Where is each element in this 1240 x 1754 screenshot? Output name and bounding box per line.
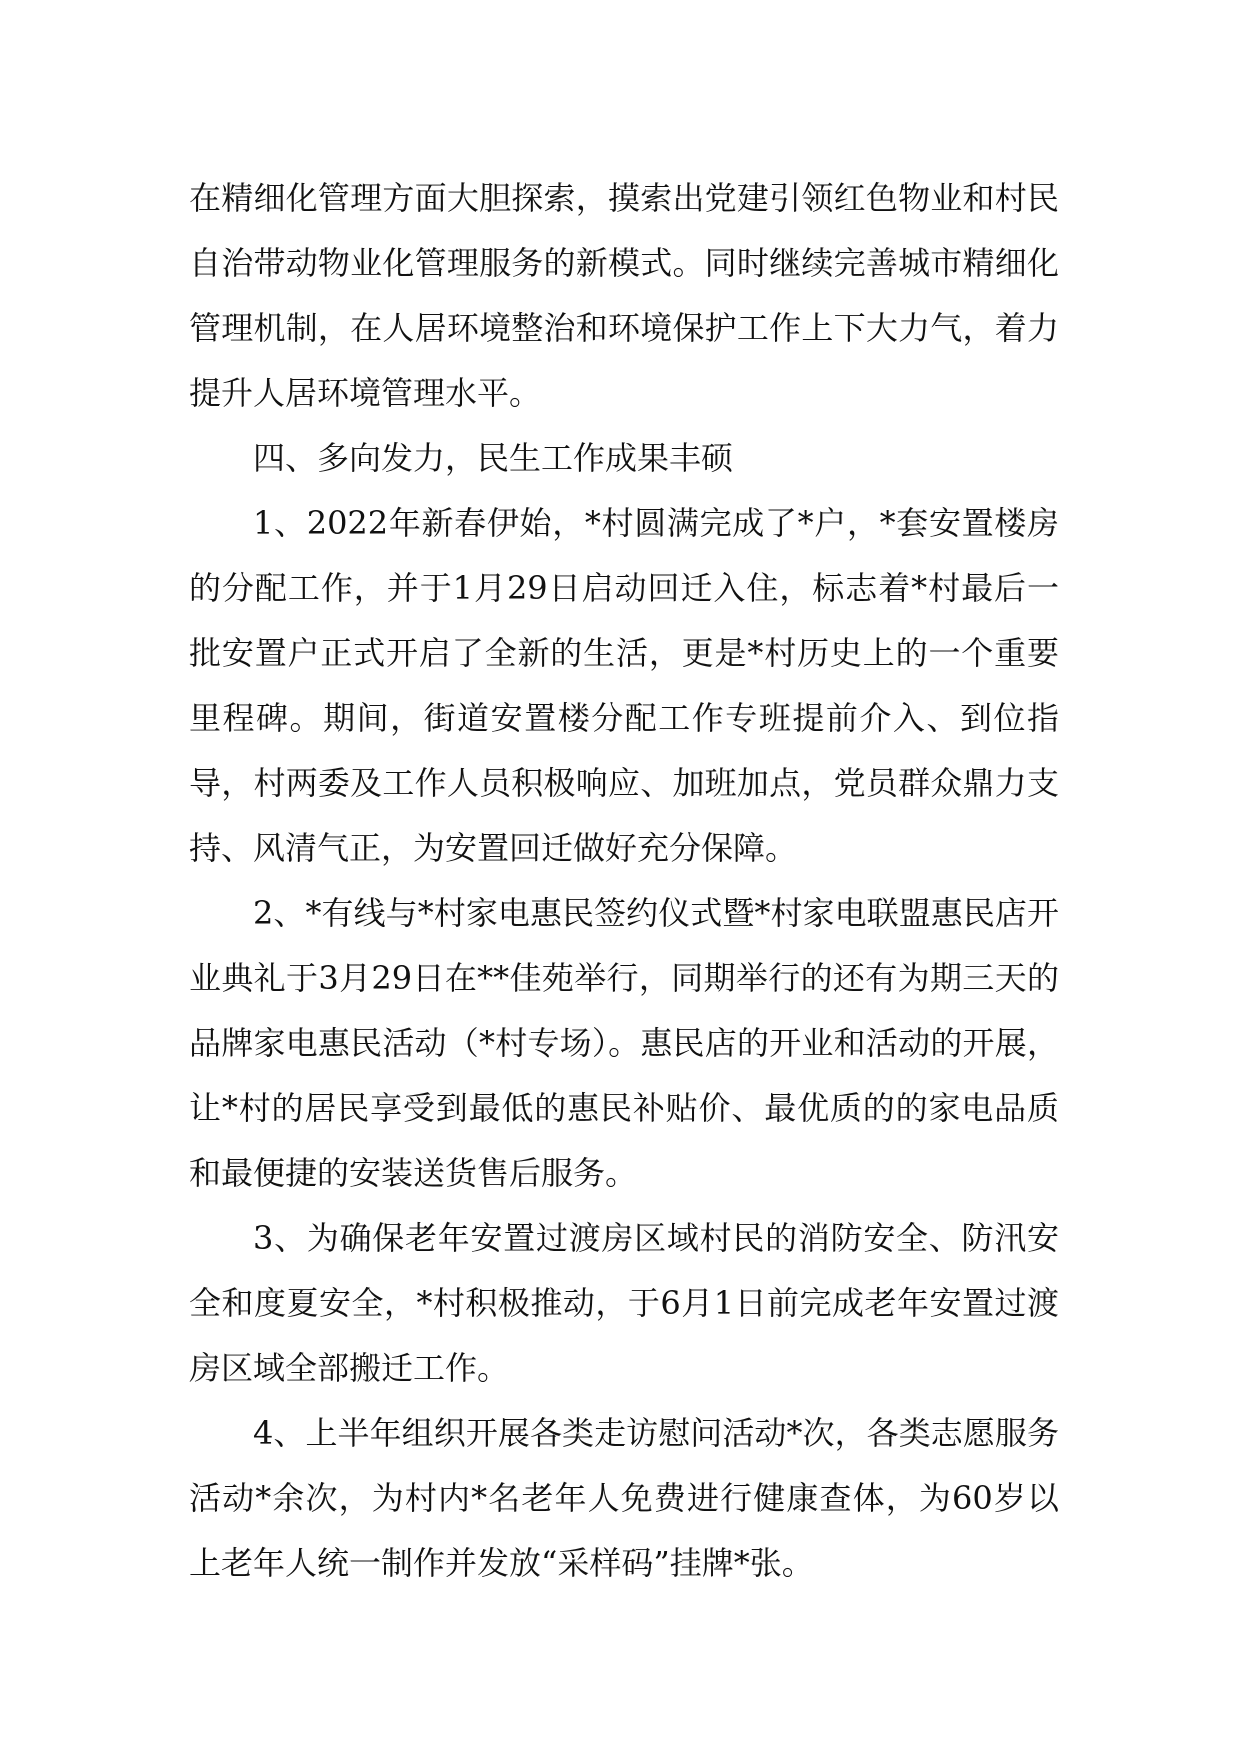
paragraph-item-2: 2、*有线与*村家电惠民签约仪式暨*村家电联盟惠民店开业典礼于3月29日在**佳苑举行，同期举行的还有为期三天的品牌家电惠民活动（*村专场）。惠民店的开业和活动的开展，让*村的居民享受到最低的惠民补贴价、最优质的的家电品质和最便捷的安装送货售后服务。 [189, 894, 1059, 1192]
paragraph-item-4: 4、上半年组织开展各类走访慰问活动*次，各类志愿服务活动*余次，为村内*名老年人免费进行健康查体，为60岁以上老年人统一制作并发放“采样码”挂牌*张。 [189, 1414, 1059, 1582]
paragraph-item-3: 3、为确保老年安置过渡房区域村民的消防安全、防汛安全和度夏安全，*村积极推动，于6月1日前完成老年安置过渡房区域全部搬迁工作。 [189, 1219, 1059, 1387]
document-body [189, 166, 1059, 1596]
paragraph-item-1: 1、2022年新春伊始，*村圆满完成了*户，*套安置楼房的分配工作，并于1月29日启动回迁入住，标志着*村最后一批安置户正式开启了全新的生活，更是*村历史上的一个重要里程碑。期间，街道安置楼分配工作专班提前介入、到位指导，村两委及工作人员积极响应、加班加点，党员群众鼎力支持、风清气正，为安置回迁做好充分保障。 [189, 504, 1059, 867]
paragraph-continuation: 在精细化管理方面大胆探索，摸索出党建引领红色物业和村民自治带动物业化管理服务的新模式。同时继续完善城市精细化管理机制，在人居环境整治和环境保护工作上下大力气，着力提升人居环境管理水平。 [189, 179, 1059, 412]
section-heading: 四、多向发力，民生工作成果丰硕 [253, 439, 734, 477]
